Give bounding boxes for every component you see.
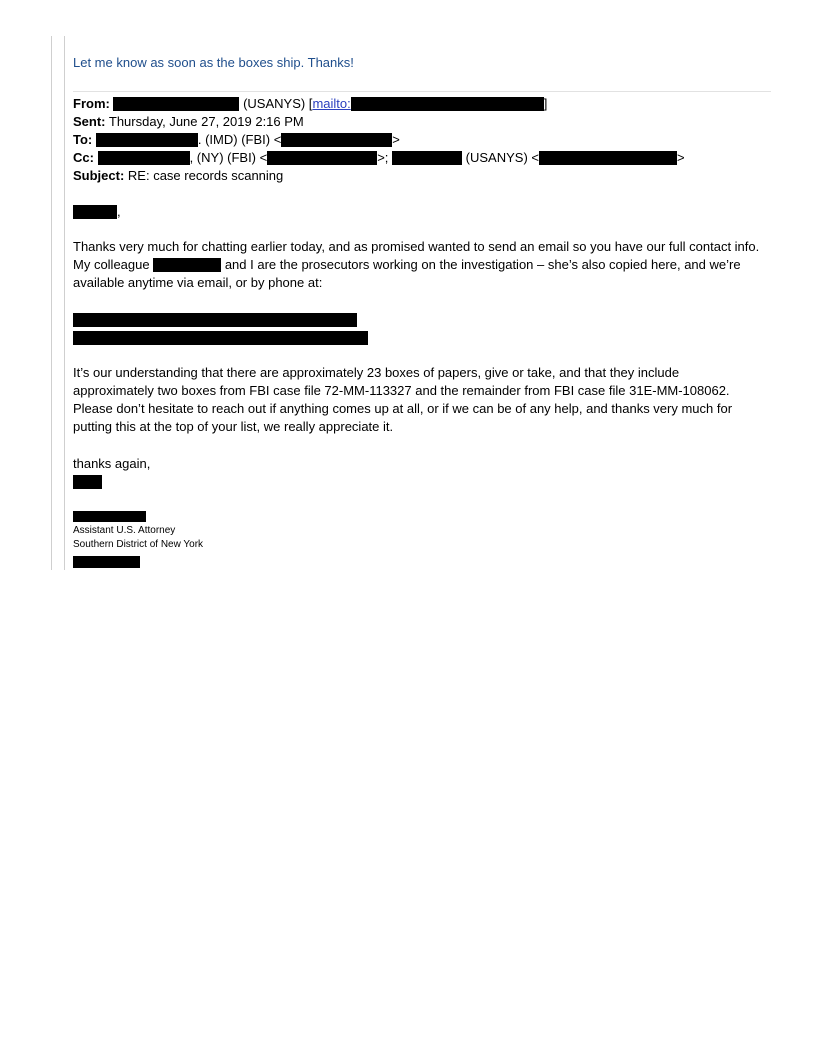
- cc-close: >: [676, 150, 685, 165]
- redaction: [73, 556, 140, 568]
- from-close: ]: [543, 96, 548, 111]
- from-org: (USANYS) [: [239, 96, 313, 111]
- redaction: [98, 151, 190, 165]
- redaction: [113, 97, 239, 111]
- subject-label: Subject:: [73, 168, 125, 183]
- signature-title: Assistant U.S. Attorney: [73, 525, 176, 536]
- redaction: [73, 313, 357, 327]
- from-label: From:: [73, 96, 110, 111]
- to-label: To:: [73, 132, 93, 147]
- body-paragraph-2: It’s our understanding that there are approximately 23 boxes of papers, give or take, and that they include approximately two boxes from FBI case file 72-MM-113327 and the remainder from FBI case file 31E-MM-108062. Please don’t hesitate to reach out if anything comes up at all, or if we can be of any help, and thanks very much for putting this at the top of your list, we really appreciate it.: [73, 365, 733, 434]
- cc-part1: , (NY) (FBI) <: [189, 150, 268, 165]
- redaction: [392, 151, 462, 165]
- greeting: [73, 203, 121, 220]
- to-close: >: [392, 132, 400, 147]
- sent-line: [73, 113, 304, 130]
- cc-line: [73, 149, 685, 166]
- quote-bar-inner: [64, 36, 65, 570]
- sent-value: Thursday, June 27, 2019 2:16 PM: [105, 114, 304, 129]
- cc-part2: >;: [377, 150, 393, 165]
- to-org: . (IMD) (FBI) <: [197, 132, 282, 147]
- redaction: [281, 133, 392, 147]
- greeting-comma: ,: [117, 204, 121, 219]
- p1-text-a: Thanks very much for chatting earlier today, and as promised wanted to send an email so you have our full contact info. My colleague: [73, 239, 760, 272]
- subject-value: RE: case records scanning: [124, 168, 284, 183]
- mailto-link[interactable]: mailto:: [312, 96, 351, 111]
- redaction: [539, 151, 677, 165]
- subject-line: [73, 167, 283, 184]
- redaction: [73, 511, 146, 522]
- to-line: [73, 131, 400, 148]
- redaction: [153, 258, 221, 272]
- redaction: [73, 205, 117, 219]
- redaction: [96, 133, 198, 147]
- header-separator: [73, 91, 771, 92]
- cc-part3: (USANYS) <: [462, 150, 539, 165]
- closing: thanks again,: [73, 456, 151, 471]
- sent-label: Sent:: [73, 114, 106, 129]
- redaction: [267, 151, 377, 165]
- body-paragraph-1: [73, 238, 763, 292]
- redaction: [73, 475, 102, 489]
- redaction: [73, 331, 368, 345]
- p1-text-b: and I are the prosecutors working on the investigation – she’s also copied here, and we’re available anytime via email, or by phone at:: [73, 257, 741, 290]
- reply-note: Let me know as soon as the boxes ship. Thanks!: [73, 55, 354, 70]
- quote-bar-outer: [51, 36, 52, 570]
- redaction: [351, 97, 544, 111]
- signature-office: Southern District of New York: [73, 539, 204, 550]
- from-line: [73, 95, 547, 112]
- cc-label: Cc:: [73, 150, 94, 165]
